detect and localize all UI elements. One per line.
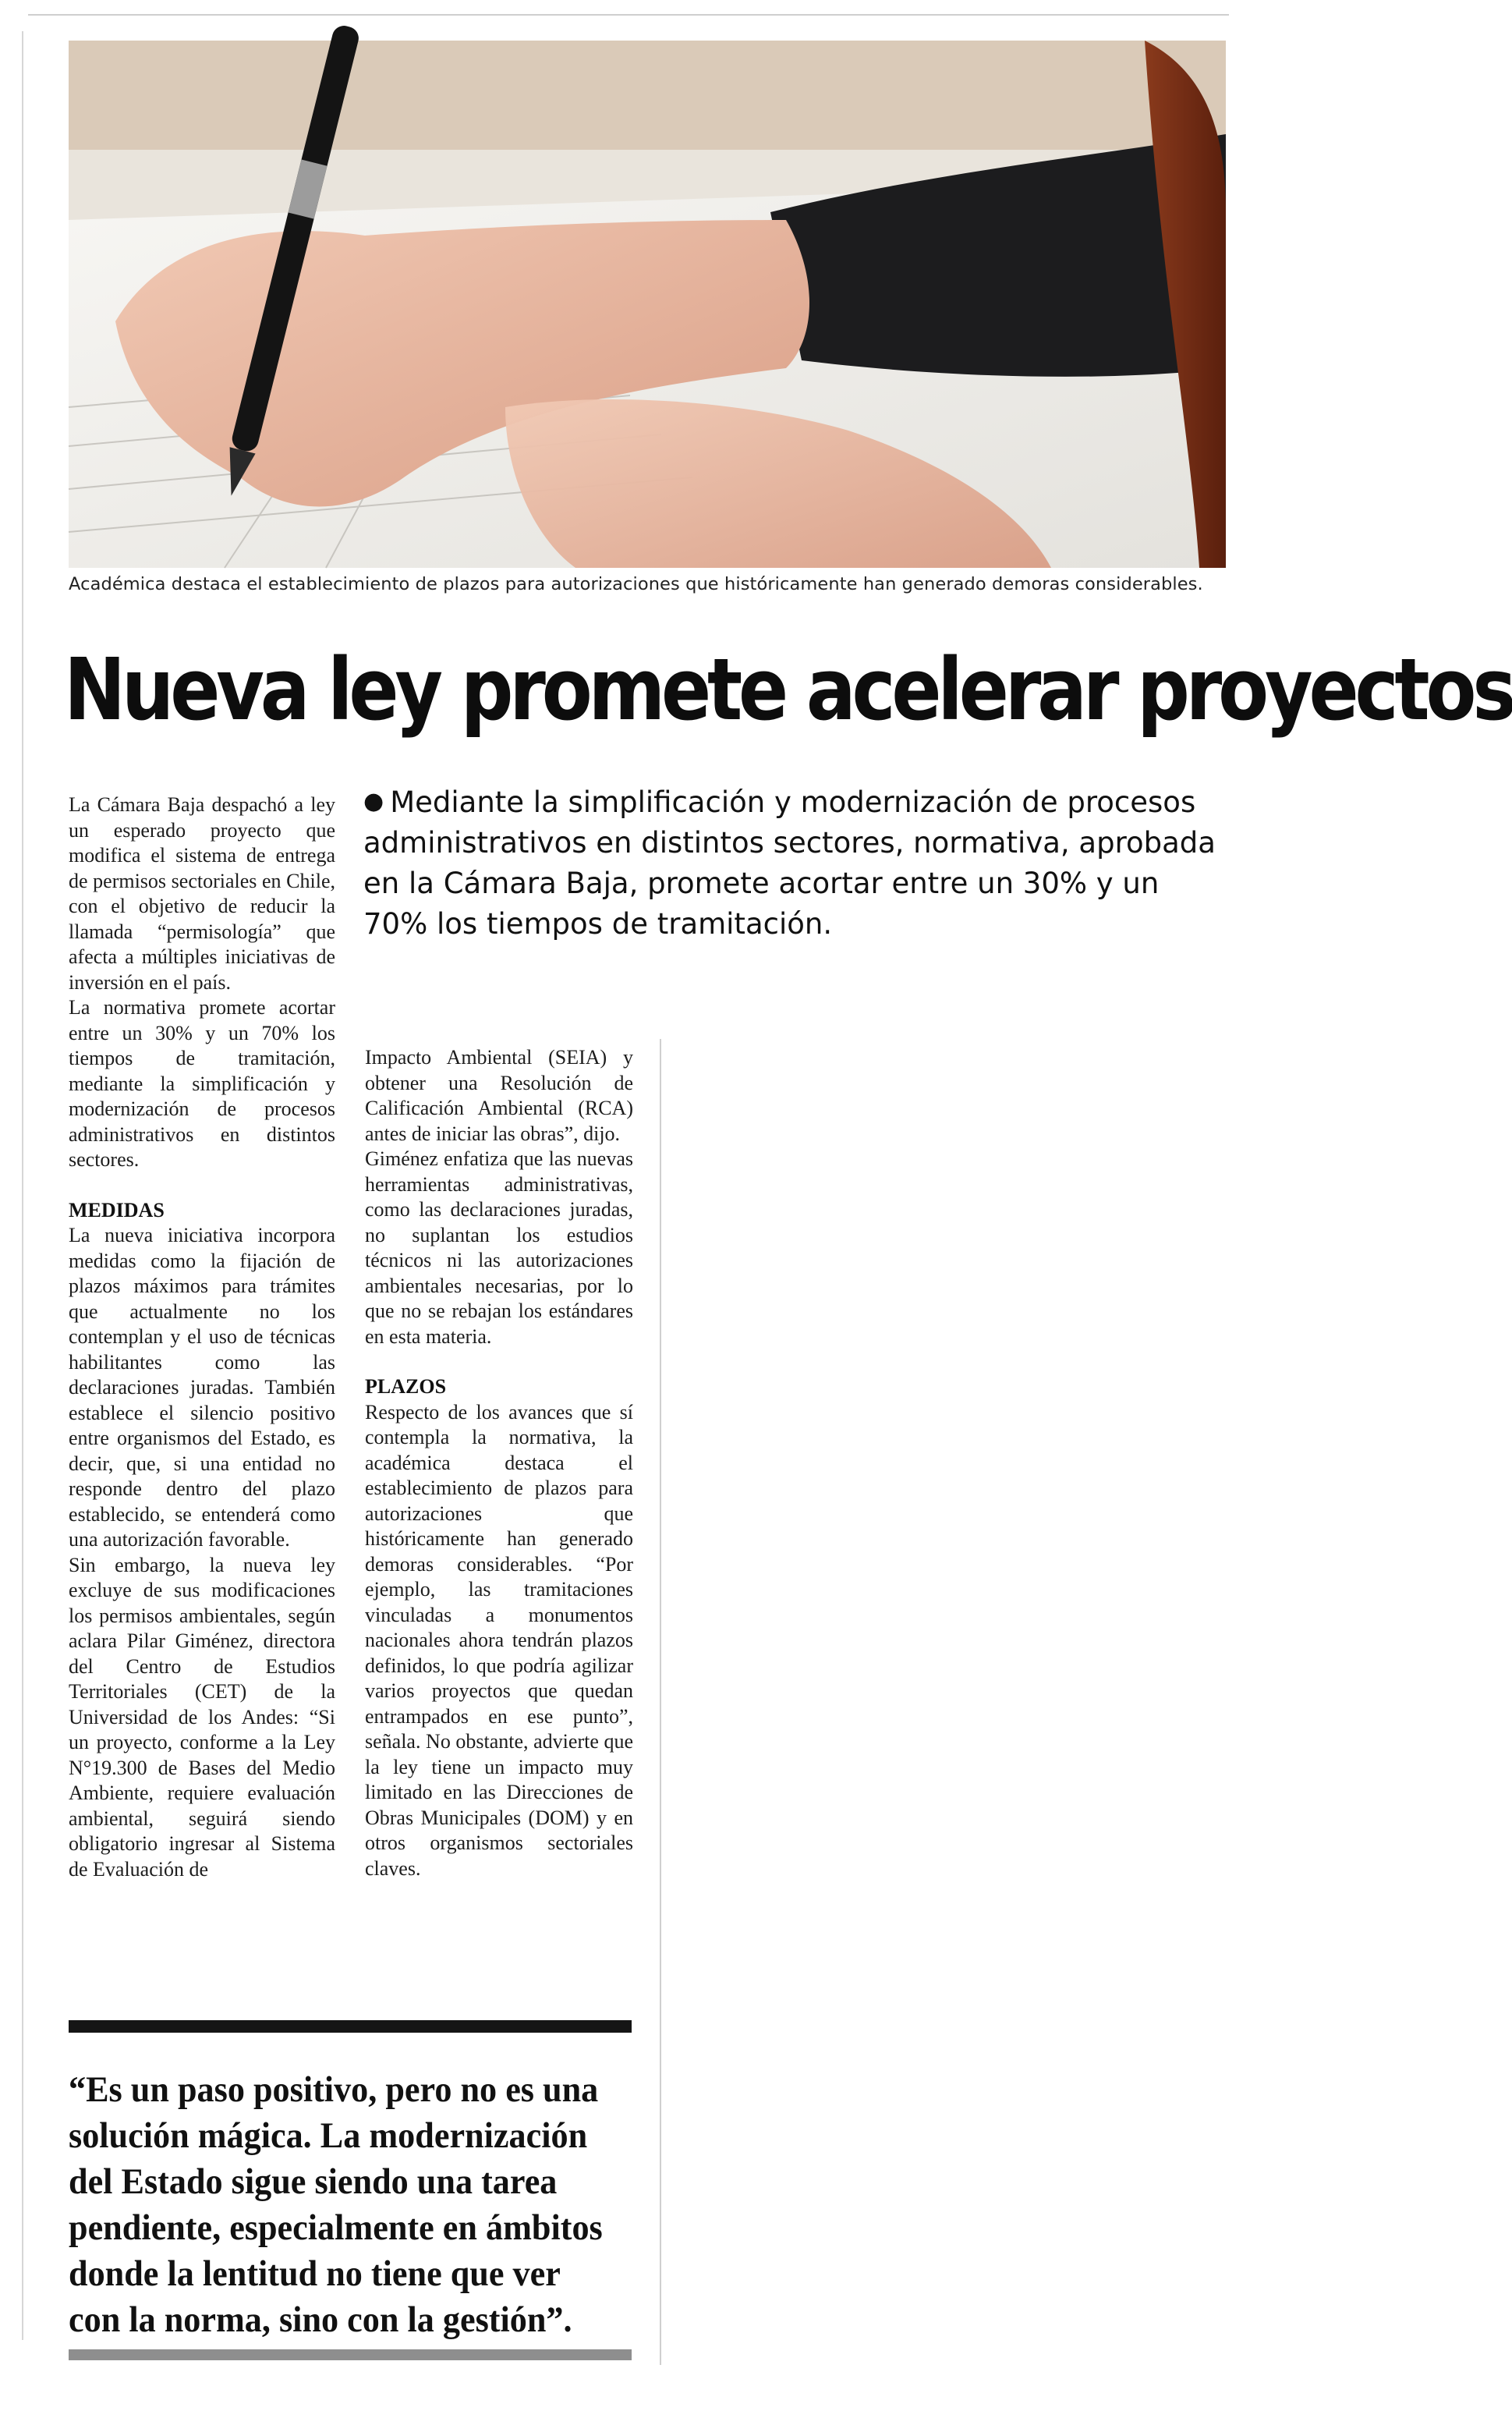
hand-writing-illustration [69, 41, 1226, 568]
lead-summary [363, 782, 1221, 945]
paragraph: La Cámara Baja despachó a ley un esperado proyecto que modifica el sistema de entrega de permisos sectoriales en Chile, con el objetivo de reducir la llamada “permisología” que afecta a múltiples iniciativas de inversión en el país. [69, 793, 335, 994]
top-divider [28, 14, 1229, 16]
article-photo [69, 41, 1226, 568]
photo-caption: Académica destaca el establecimiento de plazos para autorizaciones que históricamente han generado demoras considerables. [69, 574, 1203, 594]
paragraph: La normativa promete acortar entre un 30% y un 70% los tiempos de tramitación, mediante la simplificación y modernización de procesos administrativos en distintos sectores. [69, 996, 335, 1171]
bullet-icon: ● [363, 788, 384, 815]
paragraph: La nueva iniciativa incorpora medidas como la fijación de plazos máximos para trámites que actualmente no los contemplan y el uso de técnicas habilitantes como las declaraciones juradas. También establece el silencio positivo entre organismos del Estado, es decir, que, si una entidad no responde dentro del plazo establecido, se entenderá como una autorización favorable. [69, 1224, 335, 1551]
column-divider [660, 1039, 661, 2365]
left-divider [22, 31, 23, 2340]
article-column-2 [365, 1045, 633, 1881]
quote-bottom-bar [69, 2349, 632, 2360]
section-heading-medidas: MEDIDAS [69, 1198, 165, 1221]
article-column-1 [69, 792, 335, 1882]
paragraph: Sin embargo, la nueva ley excluye de sus modificaciones los permisos ambientales, según aclara Pilar Giménez, directora del Centro de Estudios Territoriales (CET) de la Universidad de los Andes: “Si un proyecto, conforme a la Ley N°19.300 de Bases del Medio Ambiente, requiere evaluación ambiental, seguirá siendo obligatorio ingresar al Sistema de Evaluación de [69, 1553, 335, 1881]
paragraph: Giménez enfatiza que las nuevas herramientas administrativas, como las declaraciones juradas, no suplantan los estudios técnicos ni las autorizaciones ambientales necesarias, por lo que no se rebajan los estándares en esta materia. [365, 1147, 633, 1348]
section-heading-plazos: PLAZOS [365, 1375, 447, 1398]
paragraph: Impacto Ambiental (SEIA) y obtener una Resolución de Calificación Ambiental (RCA) antes de iniciar las obras”, dijo. [365, 1046, 633, 1145]
lead-text: Mediante la simplificación y modernización de procesos administrativos en distintos sectores, normativa, aprobada en la Cámara Baja, promete acortar entre un 30% y un 70% los tiempos de tramitación. [363, 785, 1216, 941]
headline: Nueva ley promete acelerar proyectos [64, 640, 1512, 739]
quote-top-bar [69, 2020, 632, 2033]
paragraph: Respecto de los avances que sí contempla la normativa, la académica destaca el establecimiento de plazos para autorizaciones que históricamente han generado demoras considerables. “Por ejemplo, las tramitaciones vinculadas a monumentos nacionales ahora tendrán plazos definidos, lo que podría agilizar varios proyectos que quedan entrampados en ese punto”, señala. No obstante, advierte que la ley tiene un impacto muy limitado en las Direcciones de Obras Municipales (DOM) y en otros organismos sectoriales claves. [365, 1400, 633, 1880]
pull-quote: “Es un paso positivo, pero no es una solución mágica. La modernización del Estado sigue siendo una tarea pendiente, especialmente en ámbitos donde la lentitud no tiene que ver con la norma, sino con la gestión”. [69, 2069, 603, 2340]
